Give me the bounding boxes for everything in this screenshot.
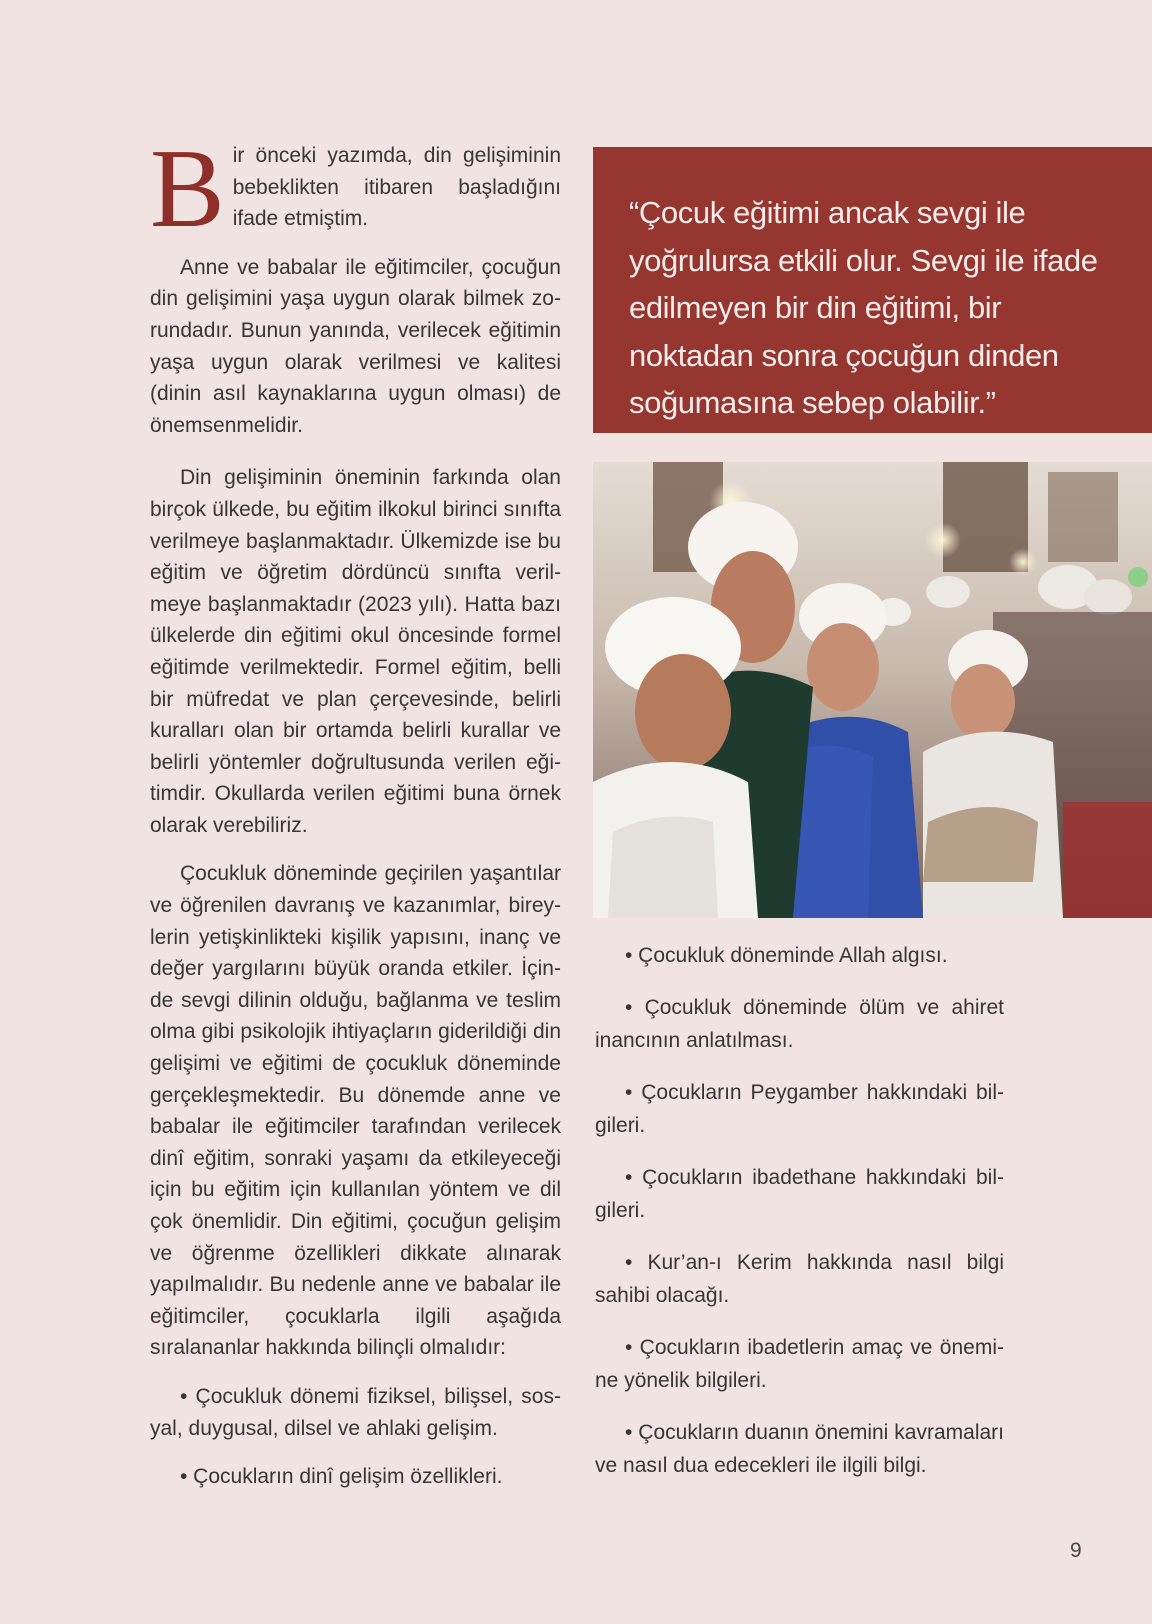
- bullet-item: • Çocukluk döneminde Allah algısı.: [625, 944, 948, 967]
- pull-quote-text: “Çocuk eğitimi ancak sevgi ile yoğrulursa etkili olur. Sevgi ile ifade edilmeyen bir din eğitimi, bir noktadan sonra çocuğun dinden soğumasına sebep olabilir.”: [629, 195, 1098, 420]
- article-paragraph: Din gelişiminin öneminin farkında olan birçok ülkede, bu eğitim ilkokul birinci sınıfta verilmeye başlanmaktadır. Ülkemizde ise bu eğitim ve öğretim dördüncü sınıfta verilmeye başlanmaktadır (2023 yılı). Hatta bazı ülkelerde din eğitimi okul öncesinde formel eğitimde verilmektedir. Formel eğitim, belli bir müfredat ve plan çerçevesinde, belirli kuralları olan bir ortamda belirli kurallar ve belirli yöntemler doğrultusunda verilen eğitimdir. Okullarda verilen eğitimi buna örnek olarak verebiliriz.: [150, 466, 561, 837]
- paragraph-text: ir önceki yazımda, din gelişiminin bebeklikten itibaren başladığını ifade etmiştim.: [232, 144, 561, 231]
- bullet-item: • Çocukluk döneminde ölüm ve ahiret inancının anlatılması.: [595, 996, 1004, 1052]
- article-paragraph: Çocukluk döneminde geçirilen yaşantılar ve öğrenilen davranış ve kazanımlar, bireylerin yetişkinlikteki kişilik yapısını, inanç ve değer yargılarını büyük oranda etkiler. İçinde sevgi dilinin olduğu, bağlanma ve teslim olma gibi psikolojik ihtiyaçların giderildiği din gelişimi ve eğitimi de çocukluk döneminde gerçekleşmektedir. Bu dönemde anne ve babalar ile eğitimciler tarafından verilecek dinî eğitim, sonraki yaşamı da etkileyeceği için bu eğitim için kullanılan yöntem ve dil çok önemlidir. Din eğitimi, çocuğun gelişim ve öğrenme özellikleri dikkate alınarak yapılmalıdır. Bu nedenle anne ve babalar ile eğitimciler, çocuklarla ilgili aşağıda sıralananlar hakkında bilinçli olmalıdır:: [150, 862, 561, 1360]
- bullet-item: • Çocukların ibadetlerin amaç ve önemine yönelik bilgileri.: [595, 1336, 1004, 1392]
- photo-illustration: [593, 462, 1152, 918]
- pull-quote-box: [593, 147, 1152, 433]
- bullet-item: • Çocukluk dönemi fiziksel, bilişsel, sosyal, duygusal, dilsel ve ahlaki gelişim.: [150, 1384, 561, 1440]
- page-number: 9: [1070, 1539, 1082, 1562]
- bullet-item: • Çocukların dinî gelişim özellikleri.: [180, 1465, 503, 1489]
- bullet-item: • Çocukların ibadethane hakkındaki bilgileri.: [595, 1166, 1004, 1222]
- bullet-item: • Çocukların Peygamber hakkındaki bilgileri.: [595, 1081, 1004, 1137]
- article-paragraph: Anne ve babalar ile eğitimciler, çocuğun din gelişimini yaşa uygun olarak bilmek zorundadır. Bunun yanında, verilecek eğitimin yaşa uygun olarak verilmesi ve kalitesi (dinin asıl kaynaklarına uygun olması) de önemsenmelidir.: [150, 255, 561, 437]
- article-paragraph: [150, 127, 561, 251]
- dropcap-letter: B: [150, 127, 225, 251]
- article-right-column: [595, 939, 1004, 1501]
- article-left-column: [150, 127, 561, 1510]
- bullet-item: • Kur’an-ı Kerim hakkında nasıl bilgi sahibi olacağı.: [595, 1251, 1004, 1307]
- bullet-item: • Çocukların duanın önemini kavramaları ve nasıl dua edecekleri ile ilgili bilgi.: [595, 1421, 1004, 1477]
- photo-boys-in-mosque: [593, 462, 1152, 918]
